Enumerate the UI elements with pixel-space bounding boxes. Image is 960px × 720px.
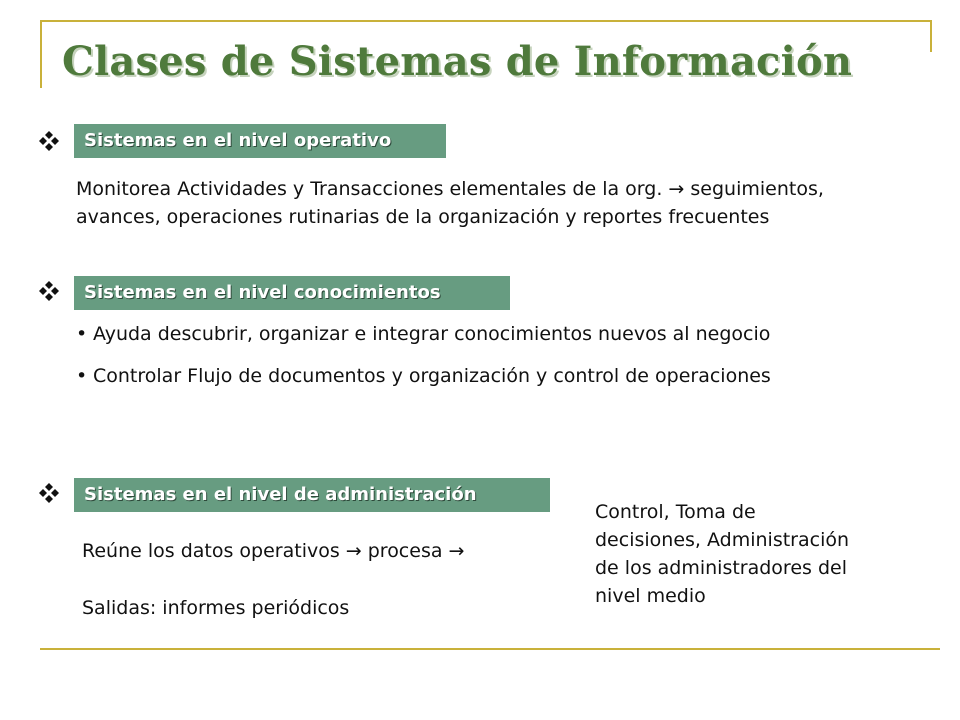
section-heading-conocimientos: Sistemas en el nivel conocimientos (74, 276, 510, 310)
flow-text: Reúne los datos operativos → procesa → (82, 540, 465, 562)
four-diamond-icon (38, 280, 62, 304)
frame-top-line (40, 20, 932, 22)
list-item-text: Controlar Flujo de documentos y organización y control de operaciones (93, 365, 771, 387)
frame-right-line (930, 20, 932, 52)
knowledge-list (76, 320, 876, 404)
section-text-operativo: Monitorea Actividades y Transacciones elementales de la org. → seguimientos, avances, operaciones rutinarias de la organización y reportes frecuentes (76, 178, 824, 228)
slide-title: Clases de Sistemas de Información (62, 38, 853, 85)
frame-bottom-line (40, 648, 940, 650)
four-diamond-icon (38, 482, 62, 506)
list-item (76, 320, 876, 348)
list-item (76, 362, 876, 390)
frame-left-line (40, 20, 42, 88)
outputs-text: Salidas: informes periódicos (82, 597, 350, 619)
result-text: Control, Toma de decisiones, Administración de los administradores del nivel medio (595, 501, 850, 607)
dot-icon: • (76, 323, 88, 345)
section-heading-administracion: Sistemas en el nivel de administración (74, 478, 550, 512)
dot-icon: • (76, 365, 88, 387)
list-item-text: Ayuda descubrir, organizar e integrar conocimientos nuevos al negocio (93, 323, 771, 345)
four-diamond-icon (38, 130, 62, 154)
section-heading-operativo: Sistemas en el nivel operativo (74, 124, 446, 158)
